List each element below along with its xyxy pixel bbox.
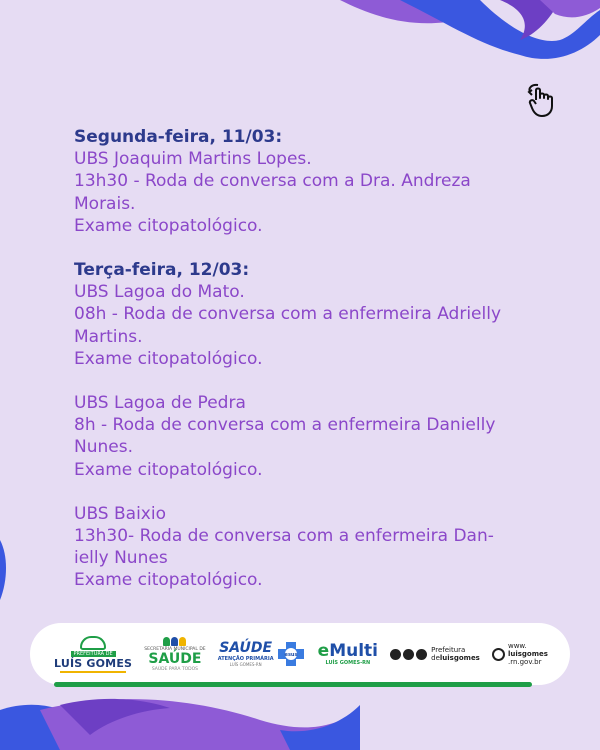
day-heading: Segunda-feira, 11/03: [74, 127, 283, 147]
social-media-prefeitura [390, 646, 480, 662]
activity-continued: Morais. [74, 193, 136, 214]
logo-subtitle-2: LUÍS GOMES-RN [229, 662, 262, 667]
exam: Exame citopatológico. [74, 348, 263, 369]
logo-name: SAÚDE [148, 650, 202, 667]
logo-small-text: PREFEITURA DE [71, 651, 116, 657]
exam: Exame citopatológico. [74, 570, 263, 591]
logo-underline [60, 671, 126, 673]
instagram-icon [403, 649, 414, 660]
ribbon-bottom-decoration [0, 690, 380, 750]
social-line-2: deluisgomes [431, 654, 480, 662]
activity-continued: Nunes. [74, 437, 133, 458]
activity-continued: ielly Nunes [74, 548, 168, 569]
facebook-icon [390, 649, 401, 660]
logo-subtitle: LUÍS GOMES-RN [325, 660, 371, 666]
logo-emulti [318, 642, 378, 666]
schedule-block-baixio [74, 503, 574, 592]
crest-icon [80, 636, 106, 650]
ribbon-top-decoration [300, 0, 600, 70]
activity: 13h30 - Roda de conversa com a Dra. Andreza [74, 171, 471, 192]
schedule-block-monday [74, 126, 574, 237]
esus-cross-icon [276, 640, 306, 668]
location: UBS Joaquim Martins Lopes. [74, 149, 312, 170]
activity-continued: Martins. [74, 326, 143, 347]
website-line-2: luisgomes [507, 650, 548, 658]
location: UBS Baixio [74, 503, 166, 524]
schedule-block-lagoa-de-pedra [74, 392, 574, 481]
logo-saude-atencao-primaria [218, 640, 306, 668]
logo-name: eMulti [317, 641, 379, 661]
globe-icon [492, 648, 505, 661]
schedule-content [74, 126, 574, 614]
schedule-block-tuesday [74, 259, 574, 370]
swipe-hand-icon [522, 78, 564, 120]
youtube-icon [416, 649, 427, 660]
logo-name: SAÚDE [219, 640, 273, 656]
logo-subtitle: SAÚDE PARA TODOS [151, 666, 199, 672]
people-icon [163, 637, 186, 646]
logo-name: LUÍS GOMES [54, 656, 133, 670]
activity: 8h - Roda de conversa com a enfermeira Danielly [74, 415, 496, 436]
website-line-1: www. [507, 642, 527, 650]
exam: Exame citopatológico. [74, 459, 263, 480]
day-heading: Terça-feira, 12/03: [74, 260, 250, 281]
ribbon-left-decoration [0, 540, 12, 600]
svg-text:esus: esus [284, 652, 298, 658]
activity: 08h - Roda de conversa com a enfermeira Adrielly [74, 304, 502, 325]
logo-small-text: SECRETARIA MUNICIPAL DE [144, 646, 206, 652]
website-line-3: .rn.gov.br [507, 658, 542, 666]
exam: Exame citopatológico. [74, 215, 263, 236]
social-line-1: Prefeitura [431, 646, 466, 654]
footer-logo-bar [30, 623, 570, 685]
logo-secretaria-saude [144, 637, 205, 672]
logo-subtitle: ATENÇÃO PRIMÁRIA [217, 656, 274, 662]
location: UBS Lagoa do Mato. [74, 282, 245, 303]
footer-green-line [54, 682, 532, 687]
location: UBS Lagoa de Pedra [74, 393, 246, 414]
activity: 13h30- Roda de conversa com a enfermeira Dan- [74, 526, 494, 547]
website-link [492, 642, 548, 666]
social-icons [390, 649, 427, 660]
logo-prefeitura-luis-gomes [54, 636, 132, 673]
